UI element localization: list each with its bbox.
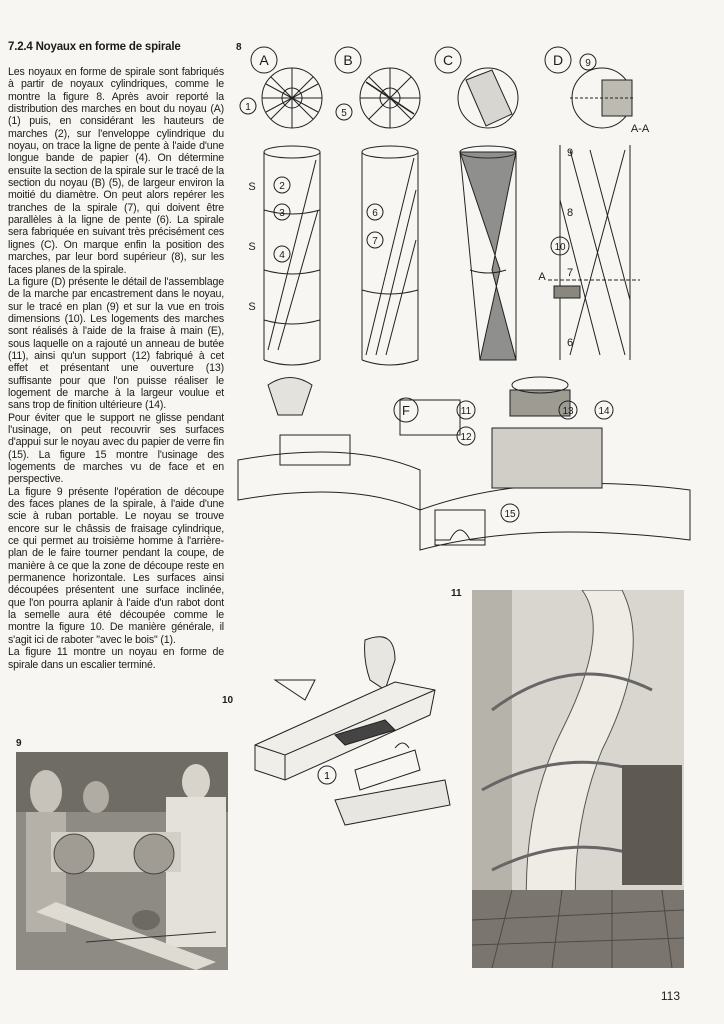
svg-text:15: 15 <box>504 509 516 520</box>
height-mark-3: S <box>248 301 256 313</box>
letter-b: B <box>343 52 353 68</box>
rail-mark-6: 6 <box>566 337 574 349</box>
letter-a: A <box>259 52 269 68</box>
section-label: A-A <box>630 123 650 135</box>
callout-1 <box>240 98 256 114</box>
svg-text:F: F <box>402 403 410 418</box>
paragraph-4: La figure 9 présente l'opération de découpe des faces planes de la spirale, à l'aide d'une scie à ruban portable. Le noyau se trouve encore sur le châssis de fraisage cylindrique, ce qui permet au troisième homme à l'arrière-plan de le faire tourner pendant la coupe, de manière à ce que la zone de découpe reste en permanence horizontale. Les surfaces ainsi découpées présentent une surface inclinée, que l'on pourra aplanir à l'aide d'un rabot dont la semelle aura été découpée comme le montre la figure 10. De manière générale, il s'agit ici de raboter "avec le bois" (1). <box>8 485 224 646</box>
rail-mark-9: 9 <box>566 147 574 159</box>
svg-text:2: 2 <box>279 181 285 192</box>
paragraph-1: Les noyaux en forme de spirale sont fabriqués à partir de noyaux cylindriques, comme le montre la figure 8. Après avoir reporté la distribution des marches en bout du noyau (A) (1) puis, en considérant les hauteurs de marches (2), sur l'enveloppe cylindrique du noyau, on trace la ligne de pente à l'aide d'une longue bande de papier (4). On détermine ensuite la section de la spirale sur le tracé de la section du noyau (B) (5), de largeur environ la moitié du diamètre. On peut alors repérer les tranches de la spirale (7), qui doivent être parallèles à la ligne de pente (6). La spirale sera fabriquée en suivant très précisément ces lignes (C). On marque enfin la position des marches, par leur bord supérieur (8), sur les faces planes de la spirale. <box>8 66 224 276</box>
letter-d: D <box>552 52 564 68</box>
core-plan-c <box>458 68 518 128</box>
core-plan-d <box>570 68 634 128</box>
figure-8-number: 8 <box>236 42 242 53</box>
figure-9-photo <box>16 752 228 970</box>
svg-text:7: 7 <box>372 236 378 247</box>
cut-mark: A <box>538 271 546 283</box>
callout-12 <box>457 427 475 445</box>
core-plan-b <box>360 68 420 128</box>
callout-6 <box>367 204 383 220</box>
callout-f <box>394 398 418 422</box>
plane-callout-1 <box>318 766 336 784</box>
figure-10-number: 10 <box>222 695 234 706</box>
figure-11-photo <box>472 590 684 968</box>
svg-text:9: 9 <box>585 58 591 69</box>
paragraph-3: Pour éviter que le support ne glisse pendant l'usinage, on peut recouvrir ses surfaces d'appui sur le noyau avec du papier de verre fin (15). La figure 15 montre l'usinage des logements de marches vu de face et en perspective. <box>8 411 224 486</box>
core-plan-a <box>262 68 322 128</box>
height-mark-1: S <box>248 181 256 193</box>
rail-mark-8: 8 <box>566 207 574 219</box>
figure-9-number: 9 <box>16 738 22 749</box>
svg-text:1: 1 <box>245 102 251 113</box>
router-assembly <box>238 377 690 550</box>
cylinder-b <box>362 146 418 365</box>
svg-text:6: 6 <box>372 208 378 219</box>
svg-text:3: 3 <box>279 208 285 219</box>
svg-text:11: 11 <box>460 406 472 417</box>
svg-text:13: 13 <box>562 406 574 417</box>
height-mark-2: S <box>248 241 256 253</box>
callout-9 <box>580 54 596 70</box>
page-number: 113 <box>660 989 680 1003</box>
figure-8-drawing <box>230 40 700 570</box>
letter-c: C <box>442 52 454 68</box>
callout-7 <box>367 232 383 248</box>
svg-text:14: 14 <box>598 406 610 417</box>
callout-4 <box>274 246 290 262</box>
callout-5 <box>336 104 352 120</box>
svg-text:4: 4 <box>279 250 285 261</box>
callout-15 <box>501 504 519 522</box>
callout-3 <box>274 204 290 220</box>
figure-11-number: 11 <box>451 588 462 599</box>
figure-10-drawing <box>245 620 455 835</box>
svg-text:1: 1 <box>324 771 330 782</box>
rail-mark-7: 7 <box>566 267 574 279</box>
svg-text:5: 5 <box>341 108 347 119</box>
paragraph-2: La figure (D) présente le détail de l'assemblage de la marche par encastrement dans le noyau, sur le tracé en plan (9) et sur la vue en trois dimensions (10). Les logements des marches sont réalisés à l'aide de la fraise à main (E), sous laquelle on a rajouté un anneau de butée (11), ainsi qu'un support (12) fabriqué à cet effet et présentant une ouverture (13) suffisante pour que l'on puisse réaliser le logement de marche à la largeur voulue et sans trop de finition ultérieure (14). <box>8 275 224 412</box>
callout-14 <box>595 401 613 419</box>
body-text <box>8 66 224 671</box>
section-title: 7.2.4 Noyaux en forme de spirale <box>8 41 181 53</box>
svg-text:12: 12 <box>460 432 472 443</box>
svg-text:10: 10 <box>554 242 566 253</box>
callout-2 <box>274 177 290 193</box>
spiral-c <box>460 146 516 360</box>
paragraph-5: La figure 11 montre un noyau en forme de spirale dans un escalier terminé. <box>8 646 224 671</box>
cylinder-a <box>264 146 320 365</box>
